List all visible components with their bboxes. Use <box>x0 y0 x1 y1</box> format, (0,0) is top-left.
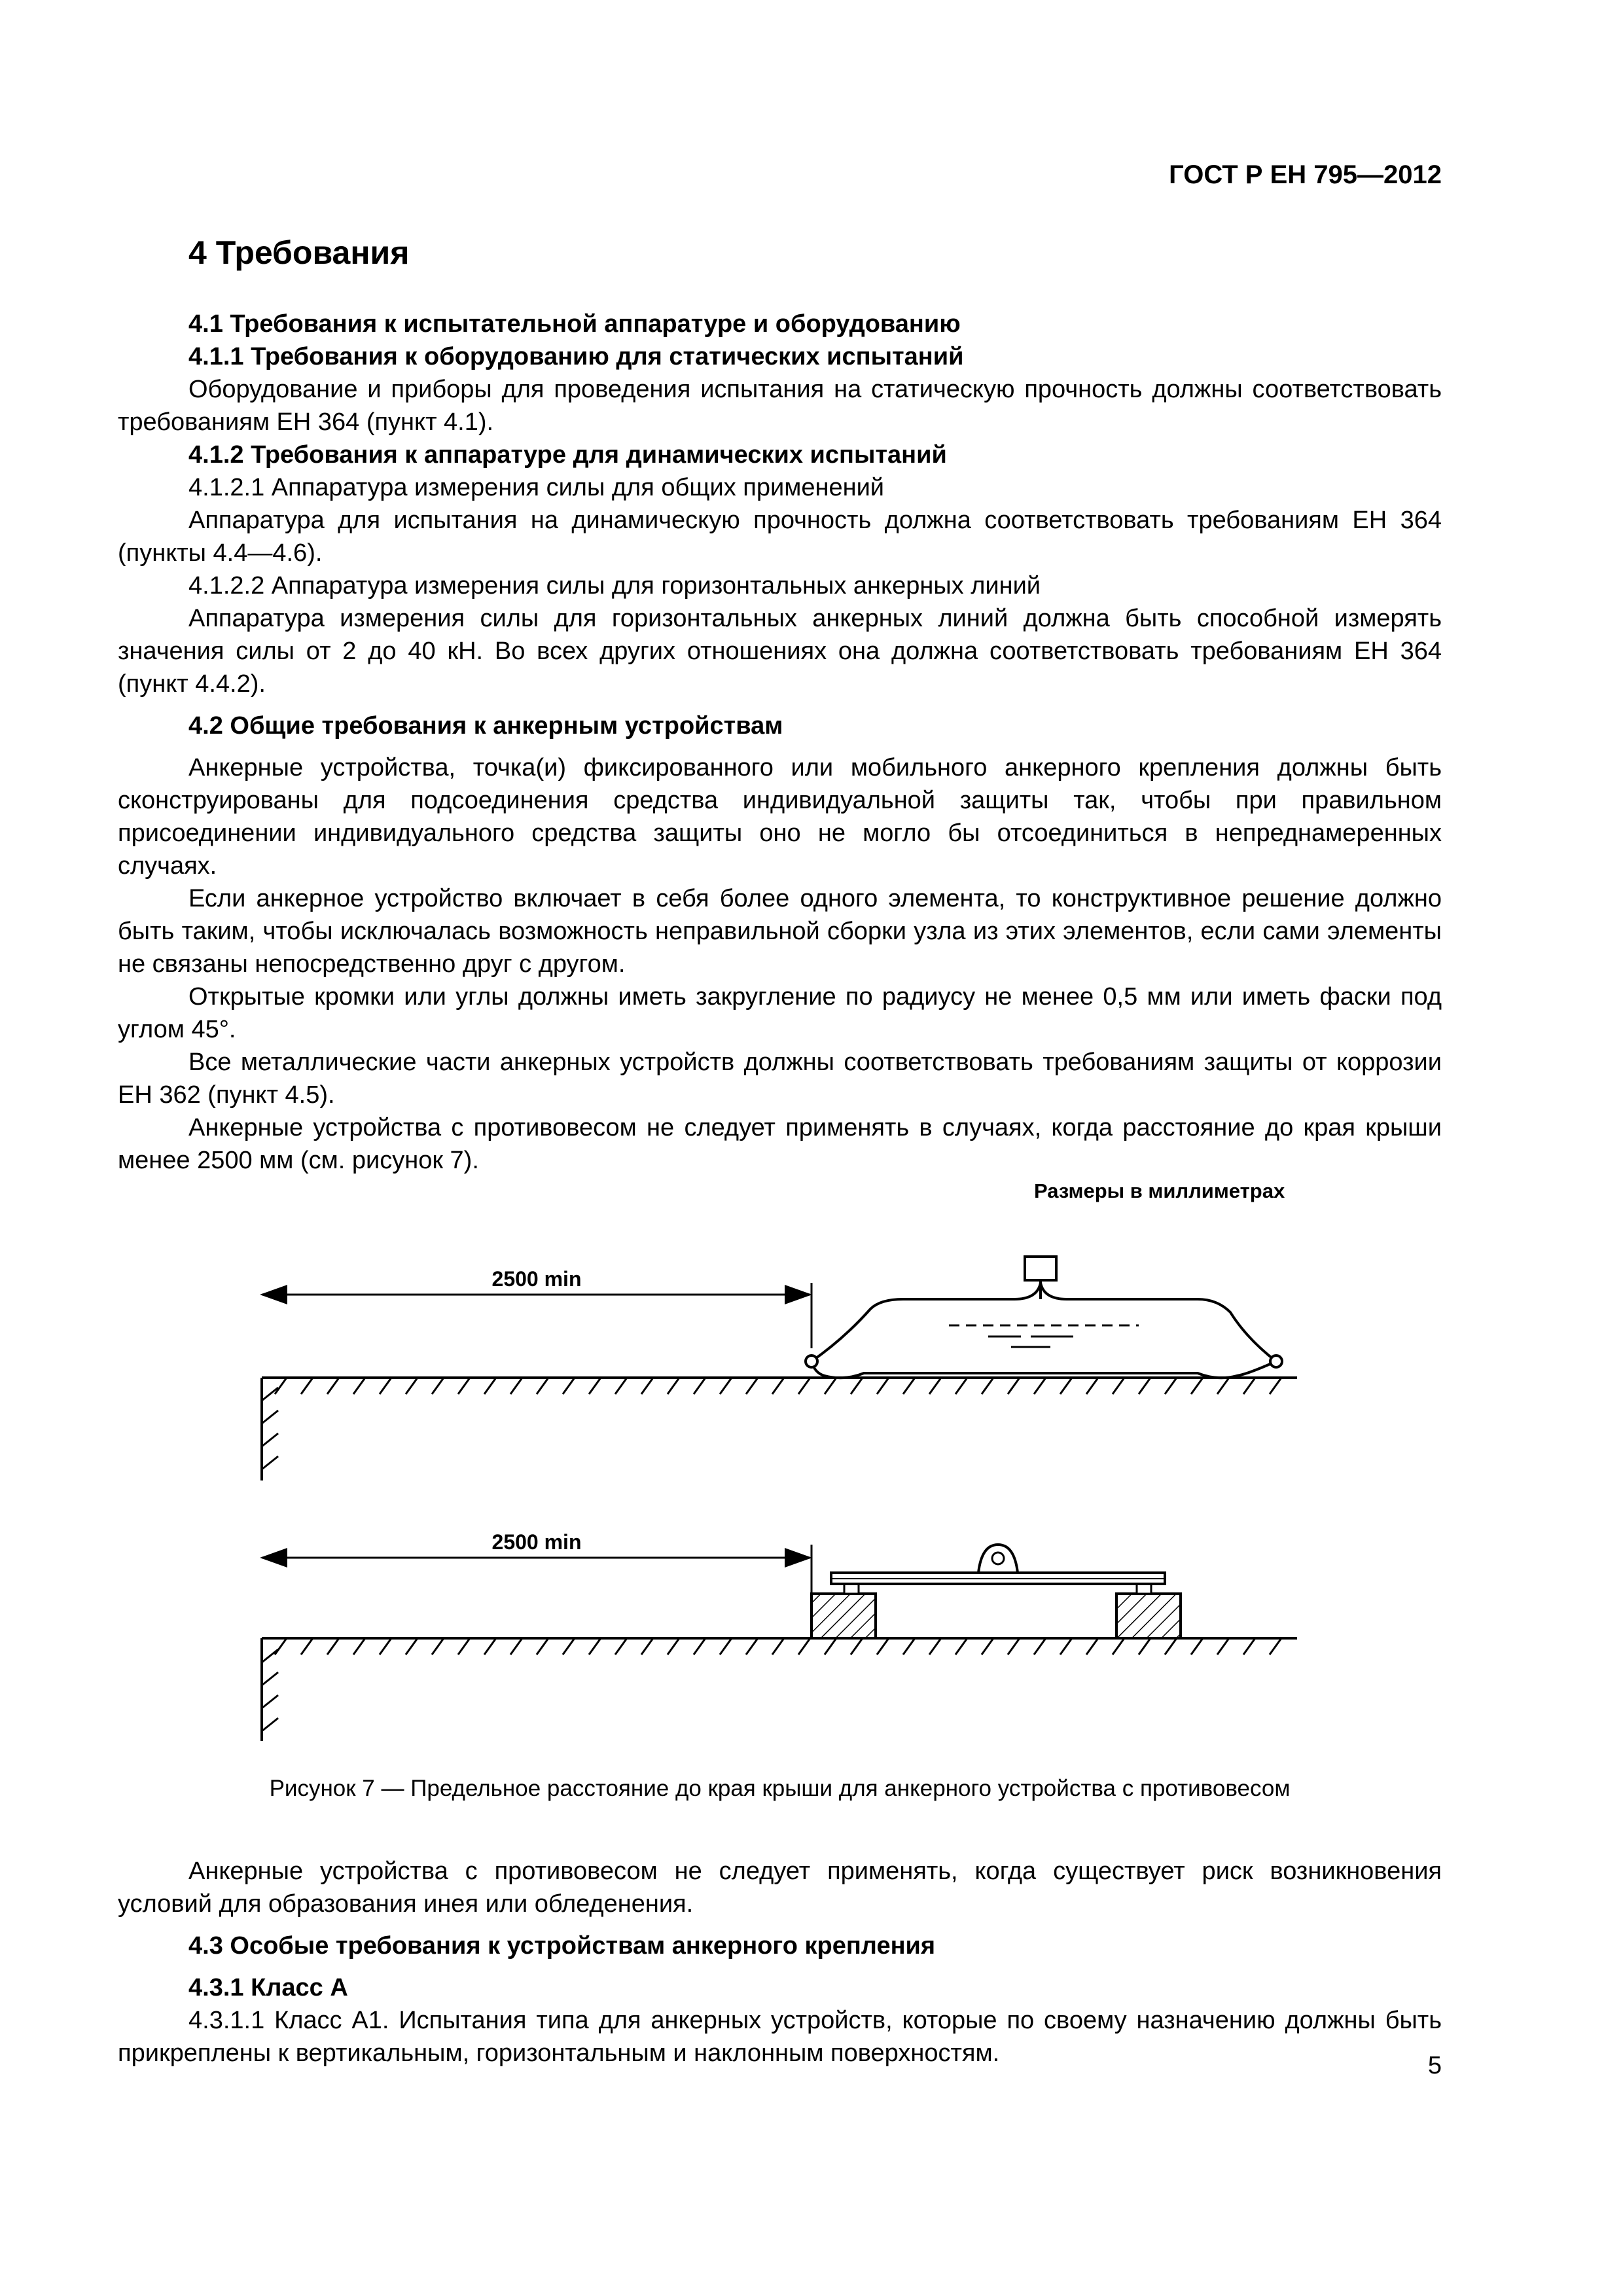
paragraph: Оборудование и приборы для проведения испытания на статическую прочность должны соответствовать требованиям ЕН 364 (пункт 4.1). <box>118 376 1442 436</box>
page-number: 5 <box>1427 2052 1442 2079</box>
paragraph: 4.1.2.1 Аппаратура измерения силы для общих применений <box>188 474 885 501</box>
paragraph: 4.1.2.2 Аппаратура измерения силы для горизонтальных анкерных линий <box>188 572 1041 600</box>
heading-4-2: 4.2 Общие требования к анкерным устройствам <box>188 712 783 740</box>
paragraph: Анкерные устройства с противовесом не следует применять в случаях, когда расстояние до края крыши менее 2500 мм (см. рисунок 7). <box>118 1114 1442 1174</box>
text-block-bottom <box>118 1855 1442 2070</box>
heading-4-3-1: 4.3.1 Класс А <box>188 1974 348 2001</box>
units-note: Размеры в миллиметрах <box>1034 1179 1285 1202</box>
paragraph: Все металлические части анкерных устройств должны соответствовать требованиям защиты от коррозии ЕН 362 (пункт 4.5). <box>118 1049 1442 1109</box>
drawing-top <box>262 1257 1297 1480</box>
paragraph: Если анкерное устройство включает в себя более одного элемента, то конструктивное решение должно быть таким, чтобы исключалась возможность неправильной сборки узла из этих элементов, если сами элементы не связаны непосредственно друг с другом. <box>118 885 1442 978</box>
heading-4-1: 4.1 Требования к испытательной аппаратуре и оборудованию <box>188 310 961 338</box>
heading-4-1-1: 4.1.1 Требования к оборудованию для статических испытаний <box>188 343 964 370</box>
paragraph: Анкерные устройства, точка(и) фиксированного или мобильного анкерного крепления должны быть сконструированы для подсоединения средства индивидуальной защиты так, чтобы при правильном присоединении индивидуального средства защиты оно не могло бы отсоединиться в непреднамеренных случаях. <box>118 754 1442 880</box>
paragraph: Аппаратура для испытания на динамическую прочность должна соответствовать требованиям ЕН 364 (пункты 4.4—4.6). <box>118 507 1442 567</box>
document-id: ГОСТ Р ЕН 795—2012 <box>1169 160 1442 189</box>
paragraph: Аппаратура измерения силы для горизонтальных анкерных линий должна быть способной измерять значения силы от 2 до 40 кН. Во всех других отношениях она должна соответствовать требованиям ЕН 364 (пункт 4.4.2). <box>118 605 1442 698</box>
heading-4-3: 4.3 Особые требования к устройствам анкерного крепления <box>188 1932 936 1960</box>
dimension-label-bottom: 2500 min <box>491 1530 582 1554</box>
figure-caption: Рисунок 7 — Предельное расстояние до края крыши для анкерного устройства с противовесом <box>269 1776 1291 1801</box>
paragraph: Анкерные устройства с противовесом не следует применять, когда существует риск возникновения условий для образования инея или обледенения. <box>118 1857 1442 1918</box>
heading-4-1-2: 4.1.2 Требования к аппаратуре для динамических испытаний <box>188 441 947 469</box>
dimension-label-top: 2500 min <box>491 1267 582 1291</box>
section-title: 4 Требования <box>188 234 410 271</box>
paragraph: Открытые кромки или углы должны иметь закругление по радиусу не менее 0,5 мм или иметь фаски под углом 45°. <box>118 983 1442 1043</box>
paragraph: 4.3.1.1 Класс А1. Испытания типа для анкерных устройств, которые по своему назначению должны быть прикреплены к вертикальным, горизонтальным и наклонным поверхностям. <box>118 2007 1442 2067</box>
drawing-bottom <box>262 1530 1297 1741</box>
